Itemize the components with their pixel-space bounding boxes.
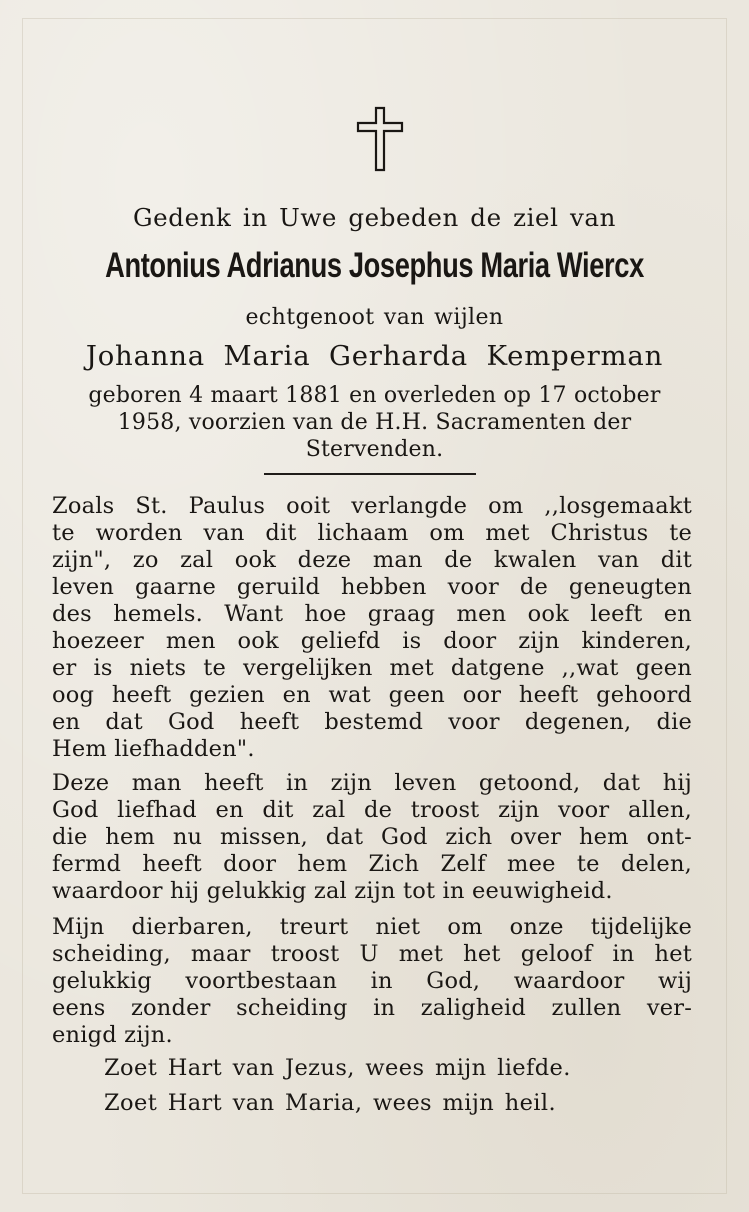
paragraph-line: die hem nu missen, dat God zich over hem ont-: [52, 824, 692, 850]
spouse-intro: echtgenoot van wijlen: [245, 305, 504, 330]
divider-rule: [264, 473, 476, 475]
paragraph-line: oog heeft gezien en wat geen oor heeft gehoord: [52, 682, 692, 708]
paragraph-line: Zoals St. Paulus ooit verlangde om ,,losgemaakt: [52, 493, 692, 519]
prayer-line: Zoet Hart van Jezus, wees mijn liefde.: [104, 1055, 571, 1081]
birth-death-dates: [40, 382, 709, 463]
paragraph-line: des hemels. Want hoe graag men ook leeft en: [52, 601, 692, 627]
deceased-name: Antonius Adrianus Josephus Maria Wiercx: [105, 246, 644, 285]
remember-line: Gedenk in Uwe gebeden de ziel van: [133, 203, 616, 232]
paragraph-line: Mijn dierbaren, treurt niet om onze tijdelijke: [52, 914, 692, 940]
paragraph-line: gelukkig voortbestaan in God, waardoor wij: [52, 968, 692, 994]
latin-cross-icon: [355, 106, 405, 172]
paragraph-line: Deze man heeft in zijn leven getoond, dat hij: [52, 770, 692, 796]
paragraph-line: waardoor hij gelukkig zal zijn tot in eeuwigheid.: [52, 878, 613, 904]
spouse-name: Johanna Maria Gerharda Kemperman: [85, 340, 664, 372]
paragraph-line: er is niets te vergelijken met datgene ,,wat geen: [52, 655, 692, 681]
paragraph-line: Hem liefhadden".: [52, 736, 255, 762]
paragraph-line: eens zonder scheiding in zaligheid zullen ver-: [52, 995, 692, 1021]
meditation-paragraph: [52, 914, 692, 1049]
birth-death-line: geboren 4 maart 1881 en overleden op 17 october: [88, 383, 661, 408]
meditation-paragraph: [52, 493, 692, 763]
paragraph-line: leven gaarne geruild hebben voor de geneugten: [52, 574, 692, 600]
paragraph-line: zijn", zo zal ook deze man de kwalen van dit: [52, 547, 692, 573]
prayer-line: Zoet Hart van Maria, wees mijn heil.: [104, 1090, 557, 1116]
paragraph-line: en dat God heeft bestemd voor degenen, die: [52, 709, 692, 735]
paragraph-line: fermd heeft door hem Zich Zelf mee te delen,: [52, 851, 692, 877]
meditation-paragraph: [52, 770, 692, 905]
birth-death-line: Stervenden.: [305, 437, 444, 462]
paragraph-line: scheiding, maar troost U met het geloof in het: [52, 941, 692, 967]
birth-death-line: 1958, voorzien van de H.H. Sacramenten der: [117, 410, 632, 435]
paragraph-line: hoezeer men ook geliefd is door zijn kinderen,: [52, 628, 692, 654]
paragraph-line: te worden van dit lichaam om met Christus te: [52, 520, 692, 546]
paragraph-line: God liefhad en dit zal de troost zijn voor allen,: [52, 797, 692, 823]
paragraph-line: enigd zijn.: [52, 1022, 173, 1048]
